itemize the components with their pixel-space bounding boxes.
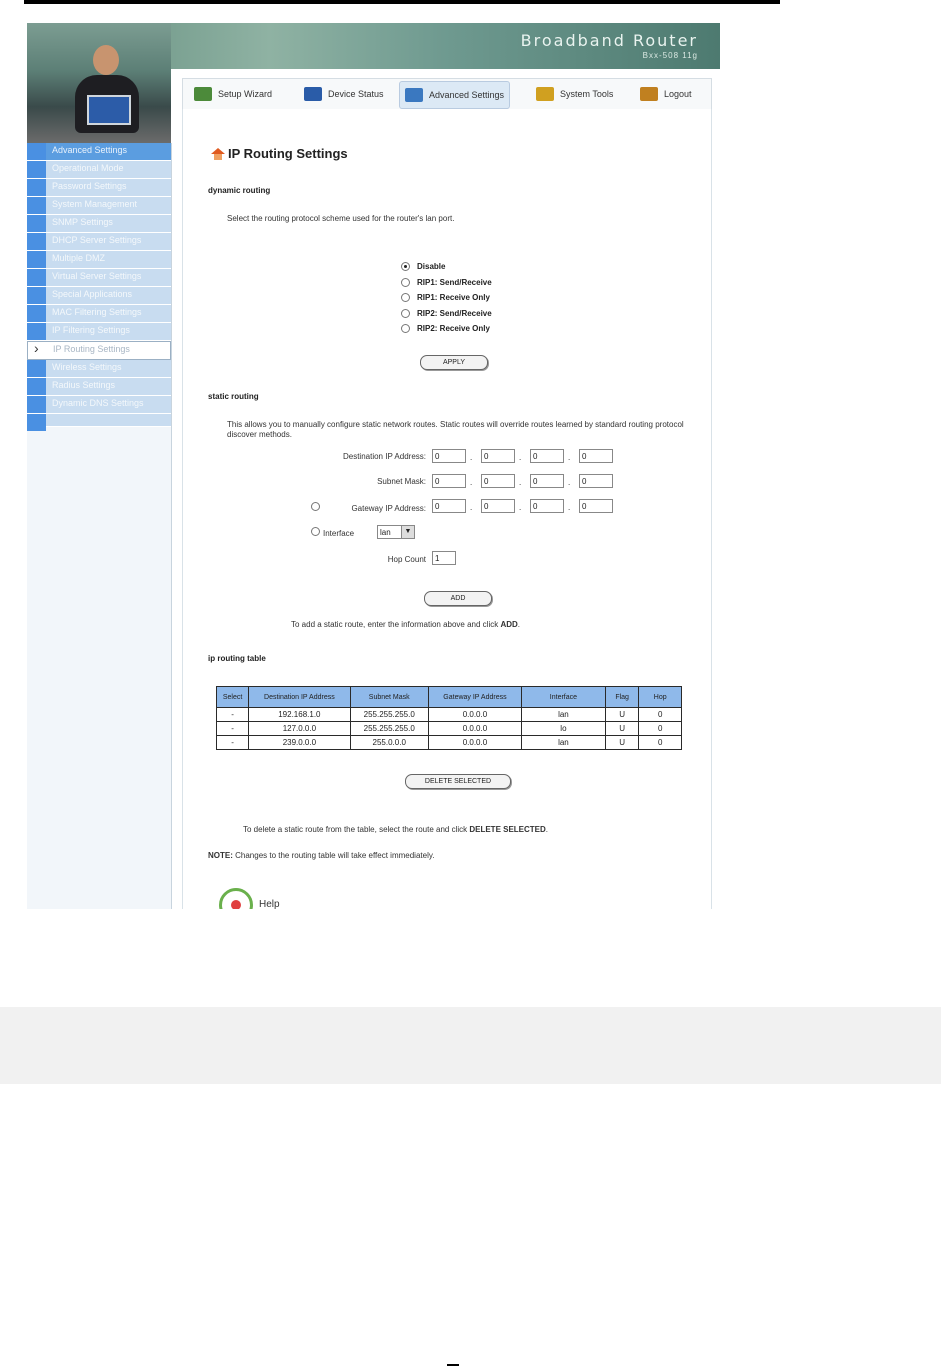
sidebar-item[interactable] xyxy=(27,143,171,161)
top-rule xyxy=(24,0,780,4)
table-header-row xyxy=(217,687,682,708)
sidebar-item-label: Virtual Server Settings xyxy=(52,271,142,281)
delete-hint-end: . xyxy=(545,825,549,834)
row-select-cell[interactable]: - xyxy=(217,736,249,750)
add-button[interactable]: ADD xyxy=(424,591,492,606)
sidebar-bullet-icon xyxy=(27,179,46,196)
table-cell: 0.0.0.0 xyxy=(428,722,521,736)
routing-option-label: RIP1: Receive Only xyxy=(417,293,490,302)
banner-title: Broadband Router xyxy=(520,31,698,50)
sidebar-item-label: IP Routing Settings xyxy=(53,344,130,354)
sidebar-item-label: IP Filtering Settings xyxy=(52,325,130,335)
table-cell: 127.0.0.0 xyxy=(249,722,350,736)
sidebar-bullet-icon xyxy=(27,215,46,232)
sidebar-bullet-icon xyxy=(27,197,46,214)
grey-band xyxy=(0,1007,941,1084)
chevron-down-icon: ▼ xyxy=(401,526,414,538)
sidebar-item-label: Special Applications xyxy=(52,289,133,299)
delete-selected-button[interactable]: DELETE SELECTED xyxy=(405,774,511,789)
router-window xyxy=(27,23,720,909)
tab-label: Setup Wizard xyxy=(218,89,273,99)
wizard-icon xyxy=(194,87,212,101)
gateway-ip-octet-3[interactable]: 0 xyxy=(530,499,564,513)
routing-option-label: RIP2: Receive Only xyxy=(417,324,490,333)
gateway-ip-octet-4[interactable]: 0 xyxy=(579,499,613,513)
routing-option-label: Disable xyxy=(417,262,446,271)
subnet-mask-octet-3[interactable]: 0 xyxy=(530,474,564,488)
sidebar-item-label: Password Settings xyxy=(52,181,127,191)
table-cell: lan xyxy=(521,736,605,750)
sidebar-bullet-icon xyxy=(27,161,46,178)
tab-logout[interactable] xyxy=(635,81,697,107)
hop-count-label: Hop Count xyxy=(387,555,426,564)
sidebar-bullet-icon xyxy=(27,143,46,160)
sidebar-item[interactable] xyxy=(27,287,171,305)
interface-radio[interactable] xyxy=(311,527,320,536)
sidebar-item[interactable] xyxy=(27,233,171,251)
gateway-ip-label: Gateway IP Address: xyxy=(351,504,426,513)
column-header: Destination IP Address xyxy=(249,687,350,708)
sidebar-item[interactable] xyxy=(27,341,171,360)
sidebar-bullet-icon xyxy=(27,251,46,268)
static-routing-desc: This allows you to manually configure static network routes. Static routes will override routes learned by standard routing protocol discover methods. xyxy=(227,420,684,439)
table-cell: U xyxy=(605,736,639,750)
sidebar-item-label: Operational Mode xyxy=(52,163,124,173)
dest-ip-octet-4[interactable]: 0 xyxy=(579,449,613,463)
sidebar-bullet-icon xyxy=(27,323,46,340)
table-cell: 192.168.1.0 xyxy=(249,708,350,722)
content-panel xyxy=(182,109,712,909)
sidebar-item-label: Wireless Settings xyxy=(52,362,122,372)
page-title-text: IP Routing Settings xyxy=(228,146,348,161)
subnet-mask-octet-1[interactable]: 0 xyxy=(432,474,466,488)
sidebar-item[interactable] xyxy=(27,323,171,341)
table-cell: lan xyxy=(521,708,605,722)
sidebar-item-label: System Management xyxy=(52,199,138,209)
sidebar-item[interactable] xyxy=(27,215,171,233)
hop-count-input[interactable]: 1 xyxy=(432,551,456,565)
tab-label: Advanced Settings xyxy=(429,90,505,100)
note-body: Changes to the routing table will take effect immediately. xyxy=(232,851,435,860)
sidebar-bullet-icon xyxy=(27,360,46,377)
sidebar-item-label: SNMP Settings xyxy=(52,217,113,227)
column-header: Interface xyxy=(521,687,605,708)
radio-button[interactable] xyxy=(401,262,410,271)
table-cell: 239.0.0.0 xyxy=(249,736,350,750)
octet-separator: . xyxy=(568,478,571,487)
sidebar-bullet-icon xyxy=(27,233,46,250)
monitor-icon xyxy=(304,87,322,101)
note-label: NOTE: xyxy=(208,851,233,860)
banner-photo xyxy=(27,23,171,143)
routing-option-label: RIP2: Send/Receive xyxy=(417,308,492,318)
sidebar-bullet-icon xyxy=(28,342,47,359)
table-cell: U xyxy=(605,722,639,736)
radio-button[interactable] xyxy=(401,278,410,287)
sidebar-item-label: MAC Filtering Settings xyxy=(52,307,142,317)
table-cell: 255.0.0.0 xyxy=(350,736,428,750)
column-header: Select xyxy=(217,687,249,708)
octet-separator: . xyxy=(470,503,473,512)
tab-system-tools[interactable] xyxy=(531,81,618,107)
table-row[interactable] xyxy=(217,736,682,750)
banner-model: Bxx-508 11g xyxy=(642,51,698,60)
table-cell: U xyxy=(605,708,639,722)
add-hint-bold: ADD xyxy=(500,620,518,629)
sidebar-item-label: Multiple DMZ xyxy=(52,253,106,263)
help-link[interactable] xyxy=(219,888,294,909)
table-row[interactable] xyxy=(217,708,682,722)
routing-table-heading: ip routing table xyxy=(208,654,266,663)
sidebar-item[interactable] xyxy=(27,251,171,269)
dynamic-routing-desc: Select the routing protocol scheme used for the router's lan port. xyxy=(227,214,455,223)
tab-label: Logout xyxy=(664,89,692,99)
table-cell: 0 xyxy=(639,736,682,750)
octet-separator: . xyxy=(568,453,571,462)
logout-icon xyxy=(640,87,658,101)
laptop-image xyxy=(87,95,131,125)
dest-ip-octet-2[interactable]: 0 xyxy=(481,449,515,463)
interface-value: lan xyxy=(380,528,391,537)
octet-separator: . xyxy=(519,478,522,487)
octet-separator: . xyxy=(519,453,522,462)
dest-ip-octet-1[interactable]: 0 xyxy=(432,449,466,463)
sidebar xyxy=(27,143,172,909)
sidebar-item[interactable] xyxy=(27,197,171,215)
delete-hint-text: To delete a static route from the table, select the route and click xyxy=(243,825,470,834)
tab-advanced-settings[interactable] xyxy=(399,81,510,109)
sidebar-item[interactable] xyxy=(27,305,171,323)
routing-option[interactable] xyxy=(401,262,445,271)
gateway-ip-octet-1[interactable]: 0 xyxy=(432,499,466,513)
interface-label: Interface xyxy=(323,529,355,538)
page-mark xyxy=(447,1364,459,1366)
add-hint xyxy=(291,620,520,629)
dest-ip-label: Destination IP Address: xyxy=(342,452,426,461)
routing-table xyxy=(216,686,682,750)
table-cell: 0.0.0.0 xyxy=(428,736,521,750)
sidebar-bullet-icon xyxy=(27,287,46,304)
octet-separator: . xyxy=(519,503,522,512)
table-cell: 255.255.255.0 xyxy=(350,708,428,722)
routing-option[interactable] xyxy=(401,324,490,333)
book-icon xyxy=(405,88,423,102)
dest-ip-octet-3[interactable]: 0 xyxy=(530,449,564,463)
column-header: Gateway IP Address xyxy=(428,687,521,708)
column-header: Flag xyxy=(605,687,639,708)
gateway-ip-octet-2[interactable]: 0 xyxy=(481,499,515,513)
routing-option[interactable] xyxy=(401,293,490,302)
sidebar-item[interactable] xyxy=(27,161,171,179)
octet-separator: . xyxy=(470,478,473,487)
sidebar-item[interactable] xyxy=(27,396,171,414)
sidebar-bullet-icon xyxy=(27,396,46,413)
column-header: Hop xyxy=(639,687,682,708)
row-select-cell[interactable]: - xyxy=(217,708,249,722)
sidebar-item-label: Radius Settings xyxy=(52,380,116,390)
routing-option[interactable] xyxy=(401,309,492,318)
subnet-mask-octet-2[interactable]: 0 xyxy=(481,474,515,488)
sidebar-item[interactable] xyxy=(27,378,171,396)
sidebar-item-label: Dynamic DNS Settings xyxy=(52,398,144,408)
table-cell: lo xyxy=(521,722,605,736)
interface-select[interactable] xyxy=(377,525,415,539)
octet-separator: . xyxy=(470,453,473,462)
sidebar-item[interactable] xyxy=(27,179,171,197)
apply-button[interactable]: APPLY xyxy=(420,355,488,370)
sidebar-bullet-icon xyxy=(27,414,46,431)
sidebar-spacer xyxy=(27,414,171,427)
octet-separator: . xyxy=(568,503,571,512)
help-label: Help xyxy=(259,899,294,909)
routing-option[interactable] xyxy=(401,278,492,287)
person-head xyxy=(93,45,119,75)
page-title xyxy=(211,146,348,161)
sidebar-bullet-icon xyxy=(27,305,46,322)
column-header: Subnet Mask xyxy=(350,687,428,708)
home-icon xyxy=(211,148,225,160)
table-cell: 255.255.255.0 xyxy=(350,722,428,736)
table-cell: 0 xyxy=(639,722,682,736)
sidebar-item[interactable] xyxy=(27,360,171,378)
radio-button[interactable] xyxy=(401,293,410,302)
delete-hint-bold: DELETE SELECTED xyxy=(469,825,546,834)
tab-label: Device Status xyxy=(328,89,384,99)
note-text xyxy=(208,851,434,860)
radio-button[interactable] xyxy=(401,324,410,333)
table-row[interactable] xyxy=(217,722,682,736)
sidebar-bullet-icon xyxy=(27,378,46,395)
subnet-mask-label: Subnet Mask: xyxy=(377,477,426,486)
add-hint-end: . xyxy=(517,620,521,629)
sidebar-bullet-icon xyxy=(27,269,46,286)
row-select-cell[interactable]: - xyxy=(217,722,249,736)
subnet-mask-octet-4[interactable]: 0 xyxy=(579,474,613,488)
dynamic-routing-heading: dynamic routing xyxy=(208,186,271,195)
sidebar-item-label: DHCP Server Settings xyxy=(52,235,142,245)
routing-option-label: RIP1: Send/Receive xyxy=(417,277,492,287)
radio-button[interactable] xyxy=(401,309,410,318)
tab-setup-wizard[interactable] xyxy=(189,81,277,107)
delete-hint xyxy=(243,825,548,834)
tools-icon xyxy=(536,87,554,101)
tab-label: System Tools xyxy=(560,89,614,99)
tab-device-status[interactable] xyxy=(299,81,389,107)
static-routing-heading: static routing xyxy=(208,392,259,401)
add-hint-text: To add a static route, enter the information above and click xyxy=(291,620,501,629)
sidebar-item-label: Advanced Settings xyxy=(52,145,128,155)
table-cell: 0.0.0.0 xyxy=(428,708,521,722)
help-icon xyxy=(219,888,253,909)
table-cell: 0 xyxy=(639,708,682,722)
sidebar-item[interactable] xyxy=(27,269,171,287)
nav-tabbar xyxy=(182,78,712,110)
